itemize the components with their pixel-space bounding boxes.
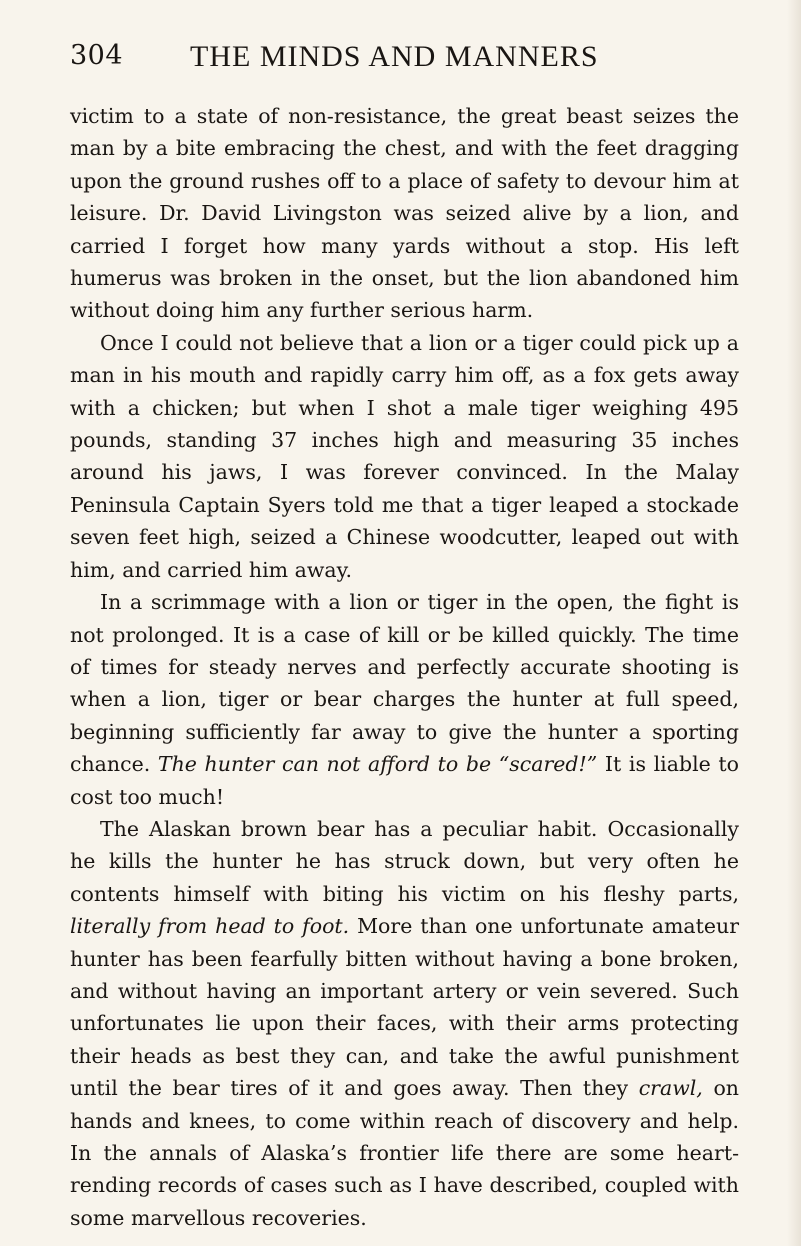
paragraph-4-text-before: The Alaskan brown bear has a peculiar habit. Occasionally he kills the hunter he has struck down, but very often he contents himself with biting his victim on his fleshy parts, [70,816,739,906]
paragraph-1-text: victim to a state of non-resistance, the great beast seizes the man by a bite embracing the chest, and with the feet dragging upon the ground rushes off to a place of safety to devour him at leisure. Dr. David Livingston was seized alive by a lion, and carried I forget how many yards without a stop. His left humerus was broken in the onset, but the lion abandoned him without doing him any further serious harm. [70,104,739,323]
paragraph-2-text: Once I could not believe that a lion or a tiger could pick up a man in his mouth and rapidly carry him off, as a fox gets away with a chicken; but when I shot a male tiger weighing 495 pounds, standing 37 inches high and measuring 35 inches around his jaws, I was forever convinced. In the Malay Peninsula Captain Syers told me that a tiger leaped a stockade seven feet high, seized a Chinese woodcutter, leaped out with him, and carried him away. [70,330,739,582]
body-text [70,100,739,1234]
paragraph-3-italic: The hunter can not afford to be “scared!” [157,752,598,777]
paragraph-3-text-before: In a scrimmage with a lion or tiger in the open, the fight is not prolonged. It is a case of kill or be killed quickly. The time of times for steady nerves and perfectly accurate shooting is when a lion, tiger or bear charges the hunter at full speed, beginning sufficiently far away to give the hunter a sporting chance. [70,590,739,777]
paragraph-1 [70,100,739,327]
paragraph-4-text-middle: More than one unfortunate amateur hunter has been fearfully bitten without having a bone broken, and without having an important artery or vein severed. Such unfortunates lie upon their faces, with their arms protecting their heads as best they can, and take the awful punishment until the bear tires of it and goes away. Then they [70,914,740,1101]
paragraph-4-text-after: on hands and knees, to come within reach of discovery and help. In the annals of Alaska’s frontier life there are some heart-rending records of cases such as I have described, coupled with some marvellous recoveries. [70,1076,739,1230]
paragraph-2 [70,327,739,586]
paragraph-4-italic: literally from head to foot. [70,914,350,939]
paragraph-3 [70,586,739,813]
running-head: THE MINDS AND MANNERS [190,40,599,73]
paragraph-4 [70,813,739,1234]
paragraph-4-italic-2: crawl, [638,1076,703,1101]
page-header [70,40,739,84]
page-edge-shadow [787,0,801,1246]
page-number: 304 [70,40,124,71]
paragraph-3-text-after: It is liable to cost too much! [70,752,739,809]
